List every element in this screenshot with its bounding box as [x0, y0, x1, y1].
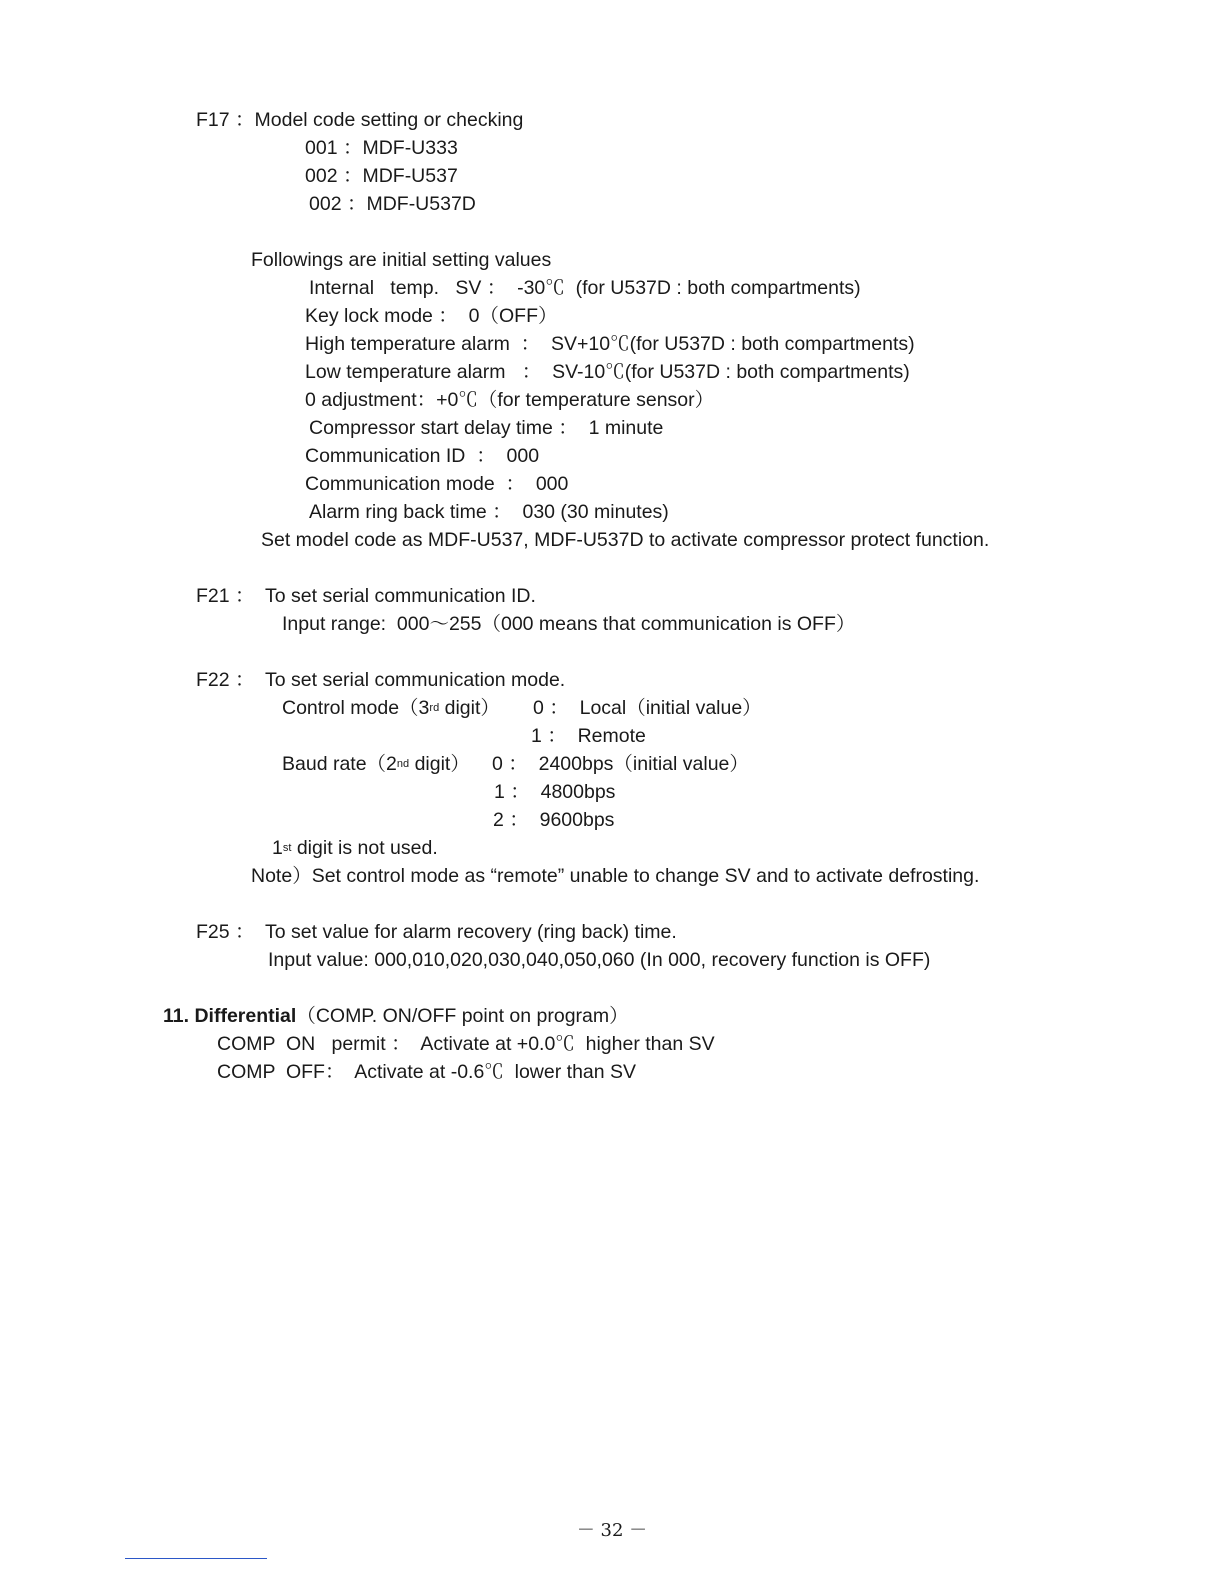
initial-zero-adjustment: 0 adjustment：+0℃（for temperature sensor）: [305, 389, 715, 411]
baud-rate-option-4800: 1 ： 4800bps: [494, 781, 616, 803]
initial-communication-mode: Communication mode ： 000: [305, 473, 569, 495]
model-code-002d: 002 ：MDF-U537D: [309, 193, 476, 215]
section-11-heading: [163, 1004, 629, 1028]
initial-low-alarm: Low temperature alarm ： SV-10℃(for U537D : both compartments): [305, 361, 910, 383]
f21-range: Input range: 000～255（000 means that communication is OFF）: [282, 613, 856, 635]
f22-title: F22 ： To set serial communication mode.: [196, 669, 566, 691]
f25-title: F25 ： To set value for alarm recovery (ring back) time.: [196, 921, 677, 943]
section-subtitle: （COMP. ON/OFF point on program）: [296, 1005, 629, 1027]
page-number: － 32 －: [576, 1520, 648, 1541]
baud-rate-option-9600: 2 ： 9600bps: [493, 809, 615, 831]
f22-note: Note）Set control mode as “remote” unable to change SV and to activate defrosting.: [251, 865, 980, 887]
initial-alarm-ring-back: Alarm ring back time ： 030 (30 minutes): [309, 501, 669, 523]
initial-high-alarm: High temperature alarm ： SV+10℃(for U537D : both compartments): [305, 333, 915, 355]
initial-communication-id: Communication ID ： 000: [305, 445, 540, 467]
model-code-002: 002 ：MDF-U537: [305, 165, 458, 187]
section-number: 11.: [163, 1005, 195, 1027]
f25-input-values: Input value: 000,010,020,030,040,050,060 (In 000, recovery function is OFF): [268, 949, 931, 971]
control-mode-option-local: 0 ： Local（initial value）: [533, 697, 762, 719]
f17-title: F17 ：Model code setting or checking: [196, 109, 524, 131]
initial-values-heading: Followings are initial setting values: [251, 249, 552, 271]
first-digit-note: 1st digit is not used.: [272, 837, 438, 859]
footer-divider: [125, 1558, 267, 1559]
model-code-001: 001 ：MDF-U333: [305, 137, 458, 159]
initial-compressor-delay: Compressor start delay time ： 1 minute: [309, 417, 664, 439]
initial-key-lock: Key lock mode ： 0（OFF）: [305, 305, 558, 327]
control-mode-label: Control mode（3rd digit）: [282, 697, 500, 719]
section-title: Differential: [194, 1005, 297, 1027]
comp-off-line: COMP OFF： Activate at -0.6℃ lower than SV: [217, 1061, 637, 1083]
baud-rate-label: Baud rate（2nd digit）: [282, 753, 470, 775]
baud-rate-option-2400: 0 ： 2400bps（initial value）: [492, 753, 749, 775]
comp-on-line: COMP ON permit ： Activate at +0.0℃ higher than SV: [217, 1033, 715, 1055]
initial-internal-temp: Internal temp. SV ： -30℃ (for U537D : both compartments): [309, 277, 861, 299]
f17-note: Set model code as MDF-U537, MDF-U537D to activate compressor protect function.: [261, 529, 990, 551]
f21-title: F21 ： To set serial communication ID.: [196, 585, 536, 607]
control-mode-option-remote: 1 ： Remote: [531, 725, 646, 747]
